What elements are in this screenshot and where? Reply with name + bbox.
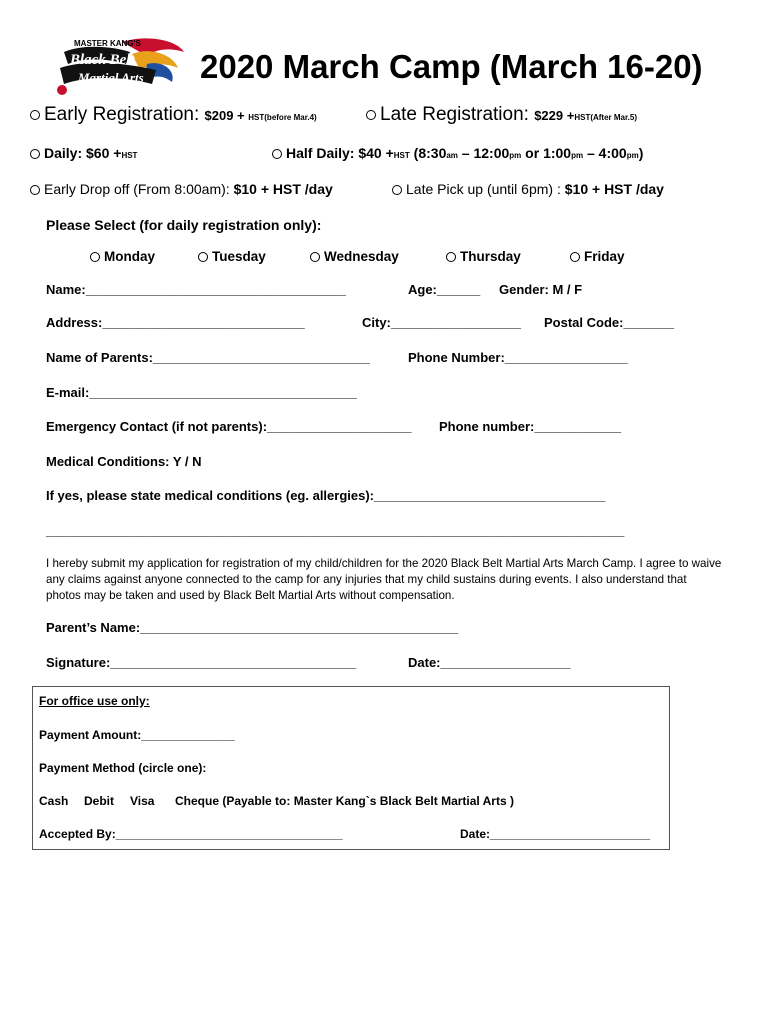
payment-debit[interactable]: Debit (84, 794, 114, 808)
age-field[interactable]: Age:______ (408, 282, 481, 297)
medical-conditions-field[interactable]: Medical Conditions: Y / N (46, 454, 202, 469)
half-time: – 12:00 (457, 145, 510, 161)
emergency-contact-field[interactable]: Emergency Contact (if not parents):____________________ (46, 419, 412, 434)
day-option-wednesday[interactable] (310, 249, 399, 264)
phone-number-field[interactable]: Phone Number:_________________ (408, 350, 628, 365)
pickup-price: $10 + HST /day (564, 181, 664, 197)
radio-icon[interactable] (366, 110, 376, 120)
email-field[interactable]: E-mail:_____________________________________ (46, 385, 357, 400)
day-option-friday[interactable] (570, 249, 625, 264)
payment-cash[interactable]: Cash (39, 794, 69, 808)
dropoff-label: Early Drop off (From 8:00am): (44, 181, 234, 197)
half-time: – 4:00 (583, 145, 627, 161)
day-option-monday[interactable] (90, 249, 155, 264)
signature-field[interactable]: Signature:__________________________________ (46, 655, 357, 670)
pickup-label: Late Pick up (until 6pm) : (406, 181, 565, 197)
radio-icon[interactable] (90, 252, 100, 262)
payment-method-label: Payment Method (circle one): (39, 761, 207, 775)
half-label: Half Daily: $40 + (286, 145, 394, 161)
day-label: Friday (584, 249, 625, 264)
payment-amount-field[interactable]: Payment Amount:______________ (39, 728, 235, 742)
early-registration-option[interactable] (30, 104, 317, 126)
name-field[interactable]: Name:____________________________________ (46, 282, 347, 297)
svg-text:Black Belt: Black Belt (70, 52, 135, 68)
daily-label: Daily: $60 + (44, 145, 122, 161)
date-field[interactable]: Date:__________________ (408, 655, 571, 670)
radio-icon[interactable] (570, 252, 580, 262)
city-field[interactable]: City:__________________ (362, 315, 522, 330)
logo (52, 34, 187, 100)
accepted-by-field[interactable]: Accepted By:__________________________________ (39, 827, 343, 841)
am-suffix: am (446, 151, 458, 160)
day-label: Monday (104, 249, 156, 264)
parent-name-field[interactable]: Parent’s Name:____________________________________________ (46, 620, 459, 635)
emergency-phone-field[interactable]: Phone number:____________ (439, 419, 622, 434)
day-label: Tuesday (212, 249, 266, 264)
half-time: or 1:00 (521, 145, 572, 161)
radio-icon[interactable] (272, 149, 282, 159)
late-note: HST(After Mar.5) (574, 113, 638, 122)
half-daily-option[interactable] (272, 145, 643, 161)
gender-field[interactable]: Gender: M / F (499, 282, 583, 297)
pm-suffix: pm (509, 151, 522, 160)
svg-text:Martial Arts: Martial Arts (78, 70, 144, 85)
page-title: 2020 March Camp (March 16-20) (200, 48, 703, 85)
days-prompt: Please Select (for daily registration only): (46, 217, 322, 233)
dropoff-price: $10 + HST /day (233, 181, 333, 197)
radio-icon[interactable] (392, 185, 402, 195)
postal-code-field[interactable]: Postal Code:_______ (544, 315, 675, 330)
logo-graphic (52, 34, 187, 100)
half-time: (8:30 (409, 145, 447, 161)
radio-icon[interactable] (446, 252, 456, 262)
pm-suffix: pm (626, 151, 639, 160)
parents-name-field[interactable]: Name of Parents:______________________________ (46, 350, 370, 365)
late-registration-option[interactable] (366, 104, 637, 126)
daily-option[interactable] (30, 145, 137, 161)
radio-icon[interactable] (30, 185, 40, 195)
payment-cheque[interactable]: Cheque (Payable to: Master Kang`s Black Belt Martial Arts ) (175, 794, 514, 808)
daily-note: HST (121, 151, 138, 160)
day-label: Wednesday (324, 249, 399, 264)
svg-text:MASTER KANG'S: MASTER KANG'S (74, 39, 141, 48)
radio-icon[interactable] (310, 252, 320, 262)
pm-suffix: pm (571, 151, 584, 160)
early-dropoff-option[interactable] (30, 181, 333, 197)
office-heading: For office use only: (39, 694, 150, 708)
late-label: Late Registration: (380, 104, 535, 125)
waiver-text: I hereby submit my application for registration of my child/children for the 2020 Black Belt Martial Arts March Camp. I agree to waive any claims against anyone connected to the camp for any injuries that my child sustains during events. I also understand that photos may be taken and used by Black Belt Martial Arts without compensation. (46, 557, 722, 602)
late-pickup-option[interactable] (392, 181, 664, 197)
early-label: Early Registration: (44, 104, 205, 125)
early-note: HST(before Mar.4) (248, 113, 317, 122)
half-close: ) (638, 145, 644, 161)
radio-icon[interactable] (30, 110, 40, 120)
radio-icon[interactable] (198, 252, 208, 262)
day-label: Thursday (460, 249, 521, 264)
late-price: $229 + (534, 108, 575, 123)
payment-visa[interactable]: Visa (130, 794, 155, 808)
early-price: $209 + (204, 108, 249, 123)
day-option-thursday[interactable] (446, 249, 521, 264)
office-date-field[interactable]: Date:________________________ (460, 827, 651, 841)
medical-detail-field[interactable]: If yes, please state medical conditions (eg. allergies):________________________________ (46, 488, 606, 503)
day-option-tuesday[interactable] (198, 249, 266, 264)
half-hst: HST (393, 151, 410, 160)
radio-icon[interactable] (30, 149, 40, 159)
address-field[interactable]: Address:____________________________ (46, 315, 305, 330)
medical-detail-line[interactable]: ________________________________________________________________________________ (46, 523, 625, 538)
